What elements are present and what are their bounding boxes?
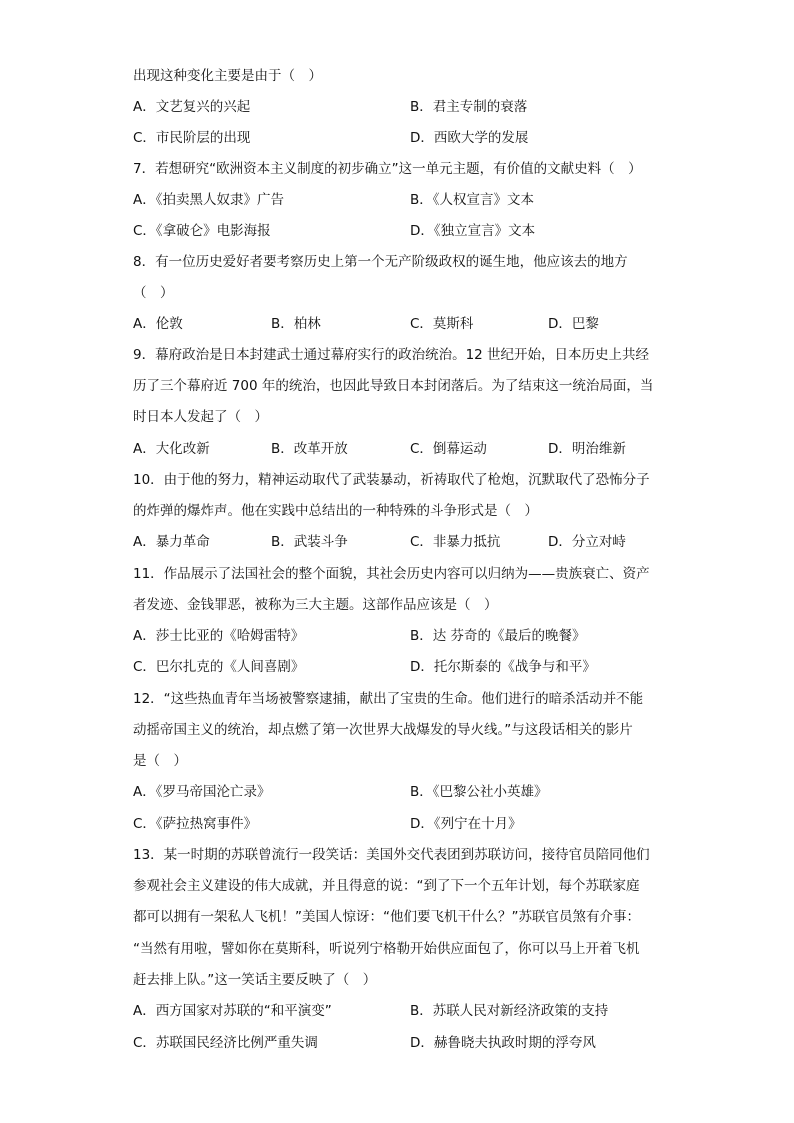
q10-stem-line-1: 10．由于他的努力，精神运动取代了武装暴动，祈祷取代了枪炮，沉默取代了恐怖分子 [133,472,650,488]
q13-option-b: B．苏联人民对新经济政策的支持 [410,1003,609,1019]
q9-stem-line-1: 9．幕府政治是日本封建武士通过幕府实行的政治统治。12 世纪开始，日本历史上共经 [133,347,650,363]
q13-option-c: C．苏联国民经济比例严重失调 [133,1035,318,1051]
q9-option-c: C．倒幕运动 [410,441,487,457]
q9-stem-line-2: 历了三个幕府近 700 年的统治，也因此导致日本封闭落后。为了结束这一统治局面，当 [133,378,654,394]
q11-option-c: C．巴尔扎克的《人间喜剧》 [133,659,305,675]
q10-option-a: A．暴力革命 [133,534,210,550]
q7-stem: 7．若想研究“欧洲资本主义制度的初步确立”这一单元主题，有价值的文献史料（ ） [133,161,642,177]
q10-option-b: B．武装斗争 [271,534,348,550]
q10-option-c: C．非暴力抵抗 [410,534,501,550]
q13-stem-line-1: 13．某一时期的苏联曾流行一段笑话：美国外交代表团到苏联访问，接待官员陪同他们 [133,847,650,863]
q8-option-d: D．巴黎 [548,316,599,332]
q13-stem-line-2: 参观社会主义建设的伟大成就，并且得意的说：“到了下一个五年计划，每个苏联家庭 [133,878,640,894]
q7-option-d: D．《独立宣言》文本 [410,223,536,239]
q13-stem-line-4: “当然有用啦，譬如你在莫斯科，听说列宁格勒开始供应面包了，你可以马上开着飞机 [133,941,640,957]
q6-option-d: D．西欧大学的发展 [410,130,529,146]
q11-stem-line-2: 者发迹、金钱罪恶，被称为三大主题。这部作品应该是（ ） [133,597,498,613]
q8-option-b: B．柏林 [271,316,321,332]
q13-stem-line-3: 都可以拥有一架私人飞机！”美国人惊讶：“他们要飞机干什么？”苏联官员煞有介事： [133,909,640,925]
q13-option-a: A．西方国家对苏联的“和平演变” [133,1003,332,1019]
q12-stem-line-3: 是（ ） [133,753,187,769]
q9-stem-line-3: 时日本人发起了（ ） [133,409,268,425]
q6-option-c: C．市民阶层的出现 [133,130,251,146]
q12-option-a: A．《罗马帝国沦亡录》 [133,784,271,800]
q12-option-b: B．《巴黎公社小英雄》 [410,784,548,800]
q12-option-c: C．《萨拉热窝事件》 [133,816,258,832]
q7-option-c: C．《拿破仑》电影海报 [133,223,271,239]
q8-stem-line-1: 8．有一位历史爱好者要考察历史上第一个无产阶级政权的诞生地，他应该去的地方 [133,254,628,270]
q10-stem-line-2: 的炸弹的爆炸声。他在实践中总结出的一种特殊的斗争形式是（ ） [133,503,538,519]
q11-option-a: A．莎士比亚的《哈姆雷特》 [133,628,305,644]
q8-option-a: A．伦敦 [133,316,183,332]
q12-stem-line-2: 动摇帝国主义的统治，却点燃了第一次世界大战爆发的导火线。”与这段话相关的影片 [133,722,633,738]
q13-stem-line-5: 赶去排上队。”这一笑话主要反映了（ ） [133,972,377,988]
q12-option-d: D．《列宁在十月》 [410,816,522,832]
q7-option-a: A．《拍卖黑人奴隶》广告 [133,192,284,208]
q11-option-b: B．达 芬奇的《最后的晚餐》 [410,628,586,644]
q11-option-d: D．托尔斯泰的《战争与和平》 [410,659,596,675]
q6-option-a: A．文艺复兴的兴起 [133,99,251,115]
q11-stem-line-1: 11．作品展示了法国社会的整个面貌，其社会历史内容可以归纳为——贵族衰亡、资产 [133,566,650,582]
q8-stem-line-2: （ ） [133,285,174,301]
q6-stem: 出现这种变化主要是由于（ ） [133,68,322,84]
q6-option-b: B．君主专制的衰落 [410,99,528,115]
q10-option-d: D．分立对峙 [548,534,626,550]
q8-option-c: C．莫斯科 [410,316,474,332]
q9-option-d: D．明治维新 [548,441,626,457]
q9-option-b: B．改革开放 [271,441,348,457]
q13-option-d: D．赫鲁晓夫执政时期的浮夸风 [410,1035,596,1051]
q12-stem-line-1: 12．“这些热血青年当场被警察逮捕，献出了宝贵的生命。他们进行的暗杀活动并不能 [133,691,644,707]
q9-option-a: A．大化改新 [133,441,210,457]
q7-option-b: B．《人权宣言》文本 [410,192,535,208]
